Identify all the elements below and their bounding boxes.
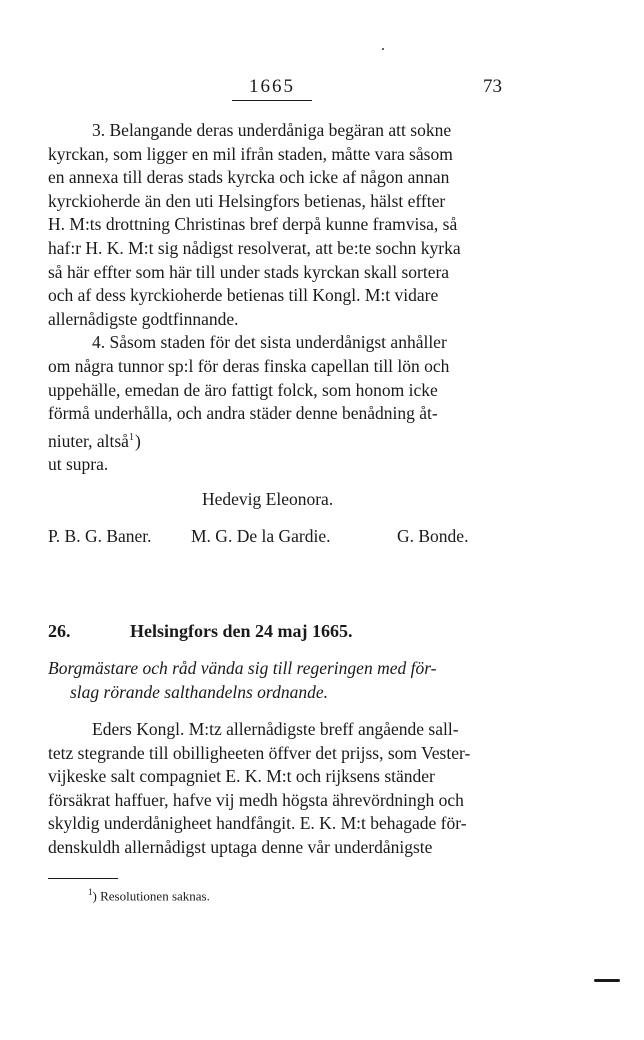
text-line: tetz stegrande till obilligheeten öffver det prijss, som Vester- — [48, 742, 471, 763]
document-number: 26. — [48, 621, 71, 641]
text-line: haf:r H. K. M:t sig nådigst resolverat, att be:te sochn kyrka — [48, 237, 461, 258]
footnote-text: Resolutionen saknas. — [100, 888, 210, 904]
ut-supra: ut supra. — [48, 454, 109, 475]
text-line: kyrckan, som ligger en mil ifrån staden, måtte vara såsom — [48, 143, 453, 164]
text-line: kyrckioherde än den uti Helsingfors betienas, hälst effter — [48, 190, 446, 211]
page-number: 73 — [483, 76, 502, 97]
document-title: Helsingfors den 24 maj 1665. — [130, 621, 353, 641]
paragraph-3 — [48, 119, 502, 331]
signature-de-la-gardie: M. G. De la Gardie. — [191, 526, 331, 546]
edge-mark — [594, 979, 620, 982]
signature-queen: Hedevig Eleonora. — [202, 489, 334, 509]
text-line: och af dess kyrckioherde betienas till Kongl. M:t vidare — [48, 285, 439, 306]
altsa-line: niuter, altså$^1$) — [48, 430, 141, 451]
summary-line: slag rörande salthandelns ordnande. — [70, 681, 328, 702]
text-line: en annexa till deras stads kyrcka och icke af någon annan — [48, 167, 450, 188]
document-summary — [48, 657, 502, 704]
text-line: försäkrat haffuer, hafve vij medh högsta ährevördningh och — [48, 789, 464, 810]
paragraph-4 — [48, 331, 502, 476]
print-speck — [382, 48, 384, 50]
signature-baner: P. B. G. Baner. — [48, 526, 152, 546]
text-line: allernådigste godtfinnande. — [48, 308, 239, 329]
letter-text — [48, 718, 502, 860]
text-line: vijkeske salt compagniet E. K. M:t och rijksens ständer — [48, 766, 435, 787]
footnote-mark: 1 — [88, 887, 93, 897]
summary-line: Borgmästare och råd vända sig till regeringen med för- — [48, 658, 437, 678]
text-line: så här effter som här till under stads kyrckan skall sortera — [48, 261, 450, 282]
text-line: 4. Såsom staden för det sista underdånigst anhåller — [92, 332, 447, 353]
section-1-text — [48, 119, 502, 477]
text-line: 3. Belangande deras underdåniga begäran att sokne — [92, 120, 452, 140]
text-line: Eders Kongl. M:tz allernådigste breff angående sall- — [92, 719, 459, 739]
header-rule — [232, 100, 312, 101]
altsa-text: niuter, altså — [48, 430, 129, 451]
text-line: uppehälle, emedan de äro fattigt folck, som honom icke — [48, 379, 438, 400]
letter-paragraph — [48, 718, 502, 860]
text-line: förmå underhålla, och andra städer denne benådning åt- — [48, 403, 438, 424]
text-line: H. M:ts drottning Christinas bref derpå kunne framvisa, så — [48, 214, 458, 235]
signature-bonde: G. Bonde. — [397, 526, 469, 546]
footnote-ref: 1 — [128, 431, 134, 443]
text-line: skyldig underdånigheet handfångit. E. K. M:t behagade för- — [48, 813, 467, 834]
text-line: om några tunnor sp:l för deras finska capellan till lön och — [48, 355, 450, 376]
footnote-rule — [48, 878, 118, 879]
text-line: denskuldh allernådigst uptaga denne vår underdånigste — [48, 836, 433, 857]
running-header-year: 1665 — [249, 76, 295, 97]
footnote: $^1$) Resolutionen saknas. — [88, 887, 210, 904]
